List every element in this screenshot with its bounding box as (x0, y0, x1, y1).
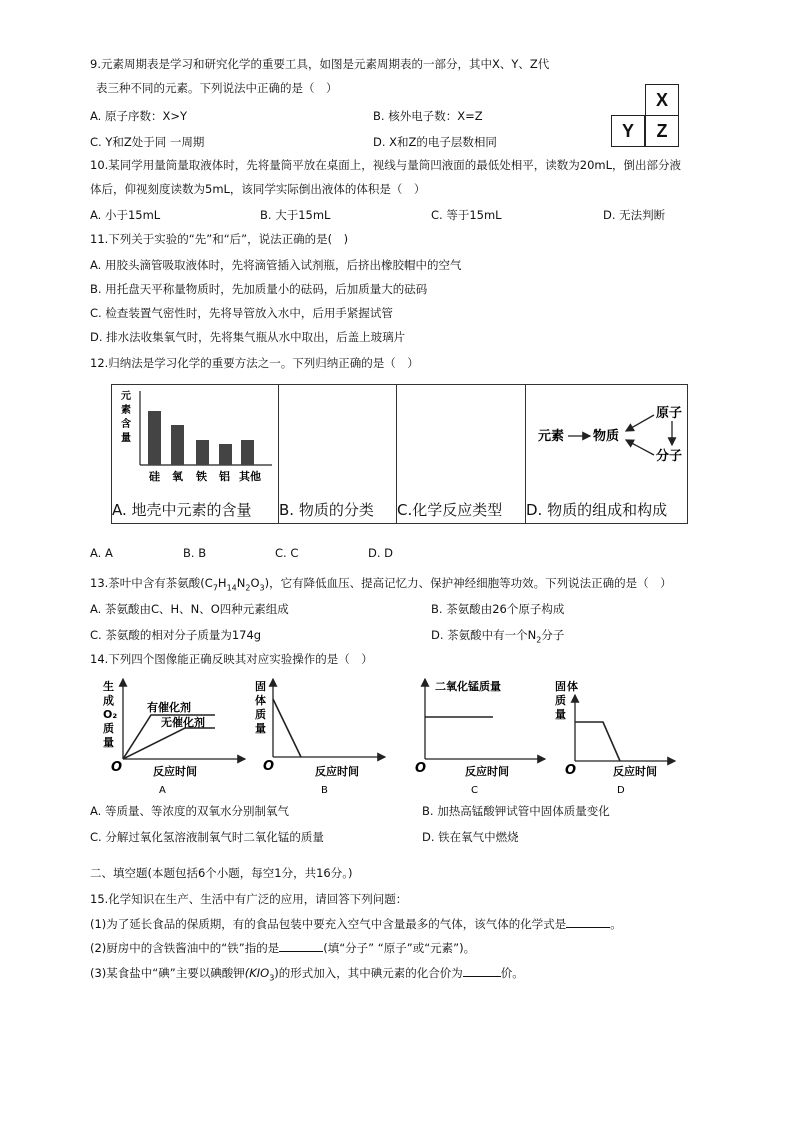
graph-a-ylabel-4: 质 (103, 722, 114, 735)
graph-d-ylabel-2: 体 (567, 680, 578, 693)
q13-option-c: C. 茶氨酸的相对分子质量为174g (90, 628, 262, 642)
q12-cell-c (397, 385, 526, 523)
bar-other (241, 440, 254, 465)
q9-option-c: C. Y和Z处于同 一周期 (90, 135, 205, 149)
periodic-cell-z: Z (645, 115, 679, 147)
graph-d-origin: O (565, 763, 577, 778)
graph-d (555, 679, 675, 796)
graph-a-ylabel-5: 量 (103, 736, 114, 749)
q10-option-d: D. 无法判断 (603, 208, 666, 222)
bar-cat-si: 硅 (149, 470, 160, 483)
q12-caption-a: A. 地壳中元素的含量 (112, 501, 252, 519)
q9-stem-line1: 9.元素周期表是学习和研究化学的重要工具，如图是元素周期表的一部分，其中X、Y、Z代 (90, 57, 550, 71)
q12-caption-d: D. 物质的组成和构成 (526, 501, 668, 519)
diagram-molecule: 分子 (656, 449, 683, 464)
q13-option-d: D. 茶氨酸中有一个$N_2$分子 (431, 628, 565, 645)
graph-d-letter: D (617, 785, 625, 796)
q12-option-a: A. A (90, 546, 113, 560)
q15-stem: 15.化学知识在生产、生活中有广泛的应用，请回答下列问题： (90, 892, 408, 906)
bar-ylabel-4: 量 (121, 433, 131, 444)
q14-option-d: D. 铁在氧气中燃烧 (422, 830, 519, 844)
q15-sub1: (1)为了延长食品的保质期，有的食品包装中要充入空气中含量最多的气体，该气体的化学式是 。 (90, 917, 622, 931)
q9-stem-line2: 表三种不同的元素。下列说法中正确的是（ ） (96, 81, 338, 95)
q10-option-b: B. 大于15mL (260, 208, 331, 222)
graph-a-ylabel-2: 成 (103, 694, 114, 707)
bar-cat-o: 氧 (172, 470, 183, 483)
q9-option-b: B. 核外电子数：X=Z (373, 109, 483, 123)
bar-ylabel-1: 元 (121, 391, 131, 402)
q10-stem-line1: 10.某同学用量筒量取液体时，先将量筒平放在桌面上，视线与量筒凹液面的最低处相平，读数为20mL，倒出部分液 (90, 158, 682, 172)
q14-graphs (95, 675, 735, 800)
graph-c-origin: O (415, 761, 427, 776)
graph-d-ylabel-3: 质 (555, 694, 566, 707)
graph-c-xlabel: 反应时间 (465, 765, 509, 778)
answer-blank-2[interactable] (279, 939, 323, 952)
q12-caption-c: C.化学反应类型 (397, 501, 503, 519)
graph-a-xlabel: 反应时间 (153, 765, 197, 778)
bar-fe (196, 440, 209, 465)
bar-cat-al: 铝 (219, 470, 230, 483)
q10-option-a: A. 小于15mL (90, 208, 161, 222)
graph-b-letter: B (321, 785, 328, 796)
q12-table (111, 384, 688, 524)
graph-a-line-nocatalyst (123, 728, 215, 759)
graph-c-title: 二氧化锰质量 (435, 680, 501, 693)
q10-stem-line2: 体后，仰视刻度读数为5mL，该同学实际倒出液体的体积是（ ） (90, 182, 426, 196)
graph-b (255, 679, 385, 796)
graph-a-label-catalyst: 有催化剂 (147, 701, 191, 714)
q9-option-d: D. X和Z的电子层数相同 (373, 135, 497, 149)
graph-a-label-nocatalyst: 无催化剂 (161, 716, 205, 729)
graph-b-ylabel-3: 质 (255, 708, 266, 721)
q14-option-b: B. 加热高锰酸钾试管中固体质量变化 (422, 804, 610, 818)
q12-cell-d (526, 385, 687, 523)
q14-option-a: A. 等质量、等浓度的双氧水分别制氧气 (90, 804, 289, 818)
q14-stem: 14.下列四个图像能正确反映其对应实验操作的是（ ） (90, 652, 373, 666)
graph-a-letter: A (159, 785, 166, 796)
q9-option-a: A. 原子序数：X>Y (90, 109, 188, 123)
q13-stem: 13.茶叶中含有茶氨酸$(C_7H_{14}N_2O_3)$，它有降低血压、提高记忆力、保护神经细胞等功效。下列说法正确的是（ ） (90, 576, 672, 593)
bar-ylabel-3: 含 (121, 419, 131, 430)
answer-blank-3[interactable] (463, 964, 501, 977)
arrow-atom-substance (626, 415, 654, 431)
graph-b-ylabel-1: 固 (255, 680, 266, 693)
periodic-cell-x: X (645, 84, 679, 116)
q11-option-c: C. 检查装置气密性时，先将导管放入水中，后用手紧握试管 (90, 306, 393, 320)
bar-o (171, 425, 184, 465)
graph-a-ylabel-3: O₂ (103, 708, 118, 721)
graph-a-origin: O (111, 760, 123, 775)
q13-option-b: B. 茶氨酸由26个原子构成 (431, 602, 565, 616)
q14-option-c: C. 分解过氧化氢溶液制氧气时二氧化锰的质量 (90, 830, 324, 844)
graph-b-xlabel: 反应时间 (315, 765, 359, 778)
arrow-molecule-substance (626, 440, 654, 455)
graph-d-line (575, 722, 620, 761)
graph-b-ylabel-2: 体 (255, 694, 266, 707)
diagram-element: 元素 (538, 429, 565, 444)
q11-option-a: A. 用胶头滴管吸取液体时，先将滴管插入试剂瓶，后挤出橡胶帽中的空气 (90, 258, 462, 272)
graph-a (103, 679, 245, 796)
q12-cell-b (279, 385, 397, 523)
q11-stem: 11.下列关于实验的“先”和“后”，说法正确的是( ) (90, 232, 349, 246)
graph-d-ylabel-4: 量 (555, 708, 566, 721)
bar-cat-other: 其他 (239, 470, 261, 483)
q11-option-b: B. 用托盘天平称量物质时，先加质量小的砝码，后加质量大的砝码 (90, 282, 428, 296)
bar-ylabel-2: 素 (121, 405, 131, 416)
q12-cell-a (112, 385, 279, 523)
diagram-substance: 物质 (593, 429, 620, 444)
q15-sub3: (3)某食盐中“碘”主要以碘酸钾$(KIO_3)$的形式加入，其中碘元素的化合价为 价。 (90, 966, 524, 983)
q12-option-d: D. D (368, 546, 394, 560)
graph-a-ylabel-1: 生 (103, 680, 114, 693)
answer-blank-1[interactable] (566, 915, 610, 928)
diagram-atom: 原子 (656, 406, 683, 421)
graph-b-origin: O (263, 759, 275, 774)
q10-option-c: C. 等于15mL (431, 208, 502, 222)
q11-option-d: D. 排水法收集氧气时，先将集气瓶从水中取出，后盖上玻璃片 (90, 330, 406, 344)
graph-d-ylabel-1: 固 (555, 680, 566, 693)
graph-b-line (273, 699, 301, 757)
q12-option-c: C. C (275, 546, 299, 560)
graph-b-ylabel-4: 量 (255, 722, 266, 735)
graph-c (415, 679, 545, 796)
section-2-title: 二、填空题(本题包括6个小题，每空1分，共16分。) (90, 866, 353, 880)
bar-cat-fe: 铁 (196, 470, 207, 483)
graph-c-letter: C (471, 785, 478, 796)
bar-al (219, 444, 232, 465)
bar-si (148, 411, 161, 465)
q12-caption-b: B. 物质的分类 (279, 501, 374, 519)
q12-bar-chart (112, 385, 278, 495)
q15-sub2: (2)厨房中的含铁酱油中的“铁”指的是 (填“分子” “原子”或“元素”)。 (90, 941, 476, 955)
q12-option-b: B. B (183, 546, 207, 560)
q12-composition-diagram (526, 385, 686, 495)
q13-option-a: A. 茶氨酸由C、H、N、O四种元素组成 (90, 602, 289, 616)
periodic-cell-y: Y (611, 115, 645, 147)
graph-d-xlabel: 反应时间 (613, 765, 657, 778)
q12-stem: 12.归纳法是学习化学的重要方法之一。下列归纳正确的是（ ） (90, 356, 419, 370)
